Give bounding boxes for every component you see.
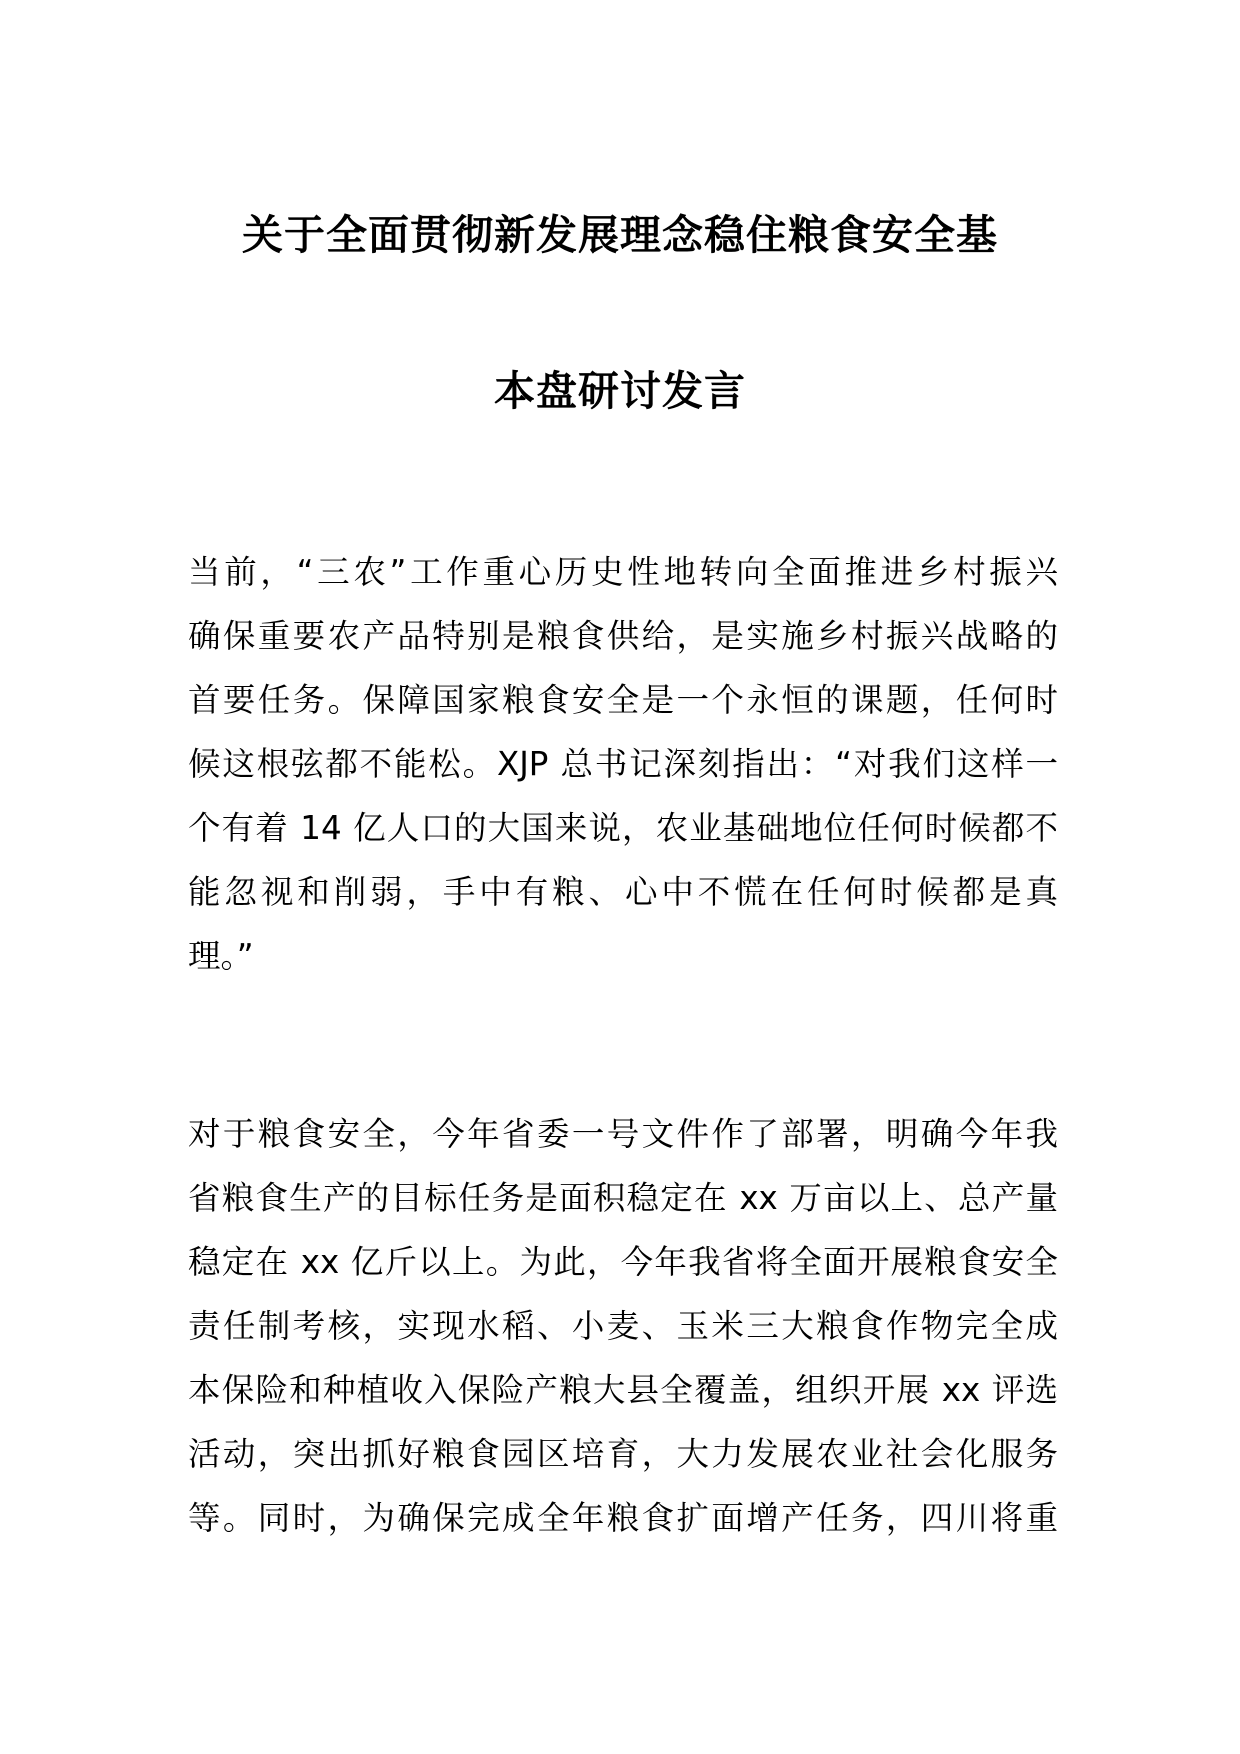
paragraph-1-line-6: 能忽视和削弱，手中有粮、心中不慌在任何时候都是真 bbox=[188, 873, 1058, 911]
document-title-line-2: 本盘研讨发言 bbox=[494, 367, 746, 415]
paragraph-2-line-5: 本保险和种植收入保险产粮大县全覆盖，组织开展 xx 评选 bbox=[188, 1371, 1058, 1409]
paragraph-1-line-2: 确保重要农产品特别是粮食供给，是实施乡村振兴战略的 bbox=[188, 617, 1058, 655]
paragraph-2-line-2: 省粮食生产的目标任务是面积稳定在 xx 万亩以上、总产量 bbox=[188, 1179, 1058, 1217]
paragraph-2-line-3: 稳定在 xx 亿斤以上。为此，今年我省将全面开展粮食安全 bbox=[188, 1243, 1058, 1281]
paragraph-2-line-7: 等。同时，为确保完成全年粮食扩面增产任务，四川将重 bbox=[188, 1499, 1058, 1537]
paragraph-2-line-1: 对于粮食安全，今年省委一号文件作了部署，明确今年我 bbox=[188, 1115, 1058, 1153]
paragraph-1-line-5: 个有着 14 亿人口的大国来说，农业基础地位任何时候都不 bbox=[188, 809, 1058, 847]
paragraph-2-line-4: 责任制考核，实现水稻、小麦、玉米三大粮食作物完全成 bbox=[188, 1307, 1058, 1345]
paragraph-1-line-3: 首要任务。保障国家粮食安全是一个永恒的课题，任何时 bbox=[188, 681, 1058, 719]
document-title-line-1: 关于全面贯彻新发展理念稳住粮食安全基 bbox=[242, 211, 998, 259]
paragraph-1-line-1: 当前，“三农”工作重心历史性地转向全面推进乡村振兴 bbox=[188, 553, 1058, 591]
paragraph-1-line-4: 候这根弦都不能松。XJP 总书记深刻指出：“对我们这样一 bbox=[188, 745, 1058, 783]
paragraph-1-line-7: 理。” bbox=[188, 937, 254, 975]
paragraph-2-line-6: 活动，突出抓好粮食园区培育，大力发展农业社会化服务 bbox=[188, 1435, 1058, 1473]
